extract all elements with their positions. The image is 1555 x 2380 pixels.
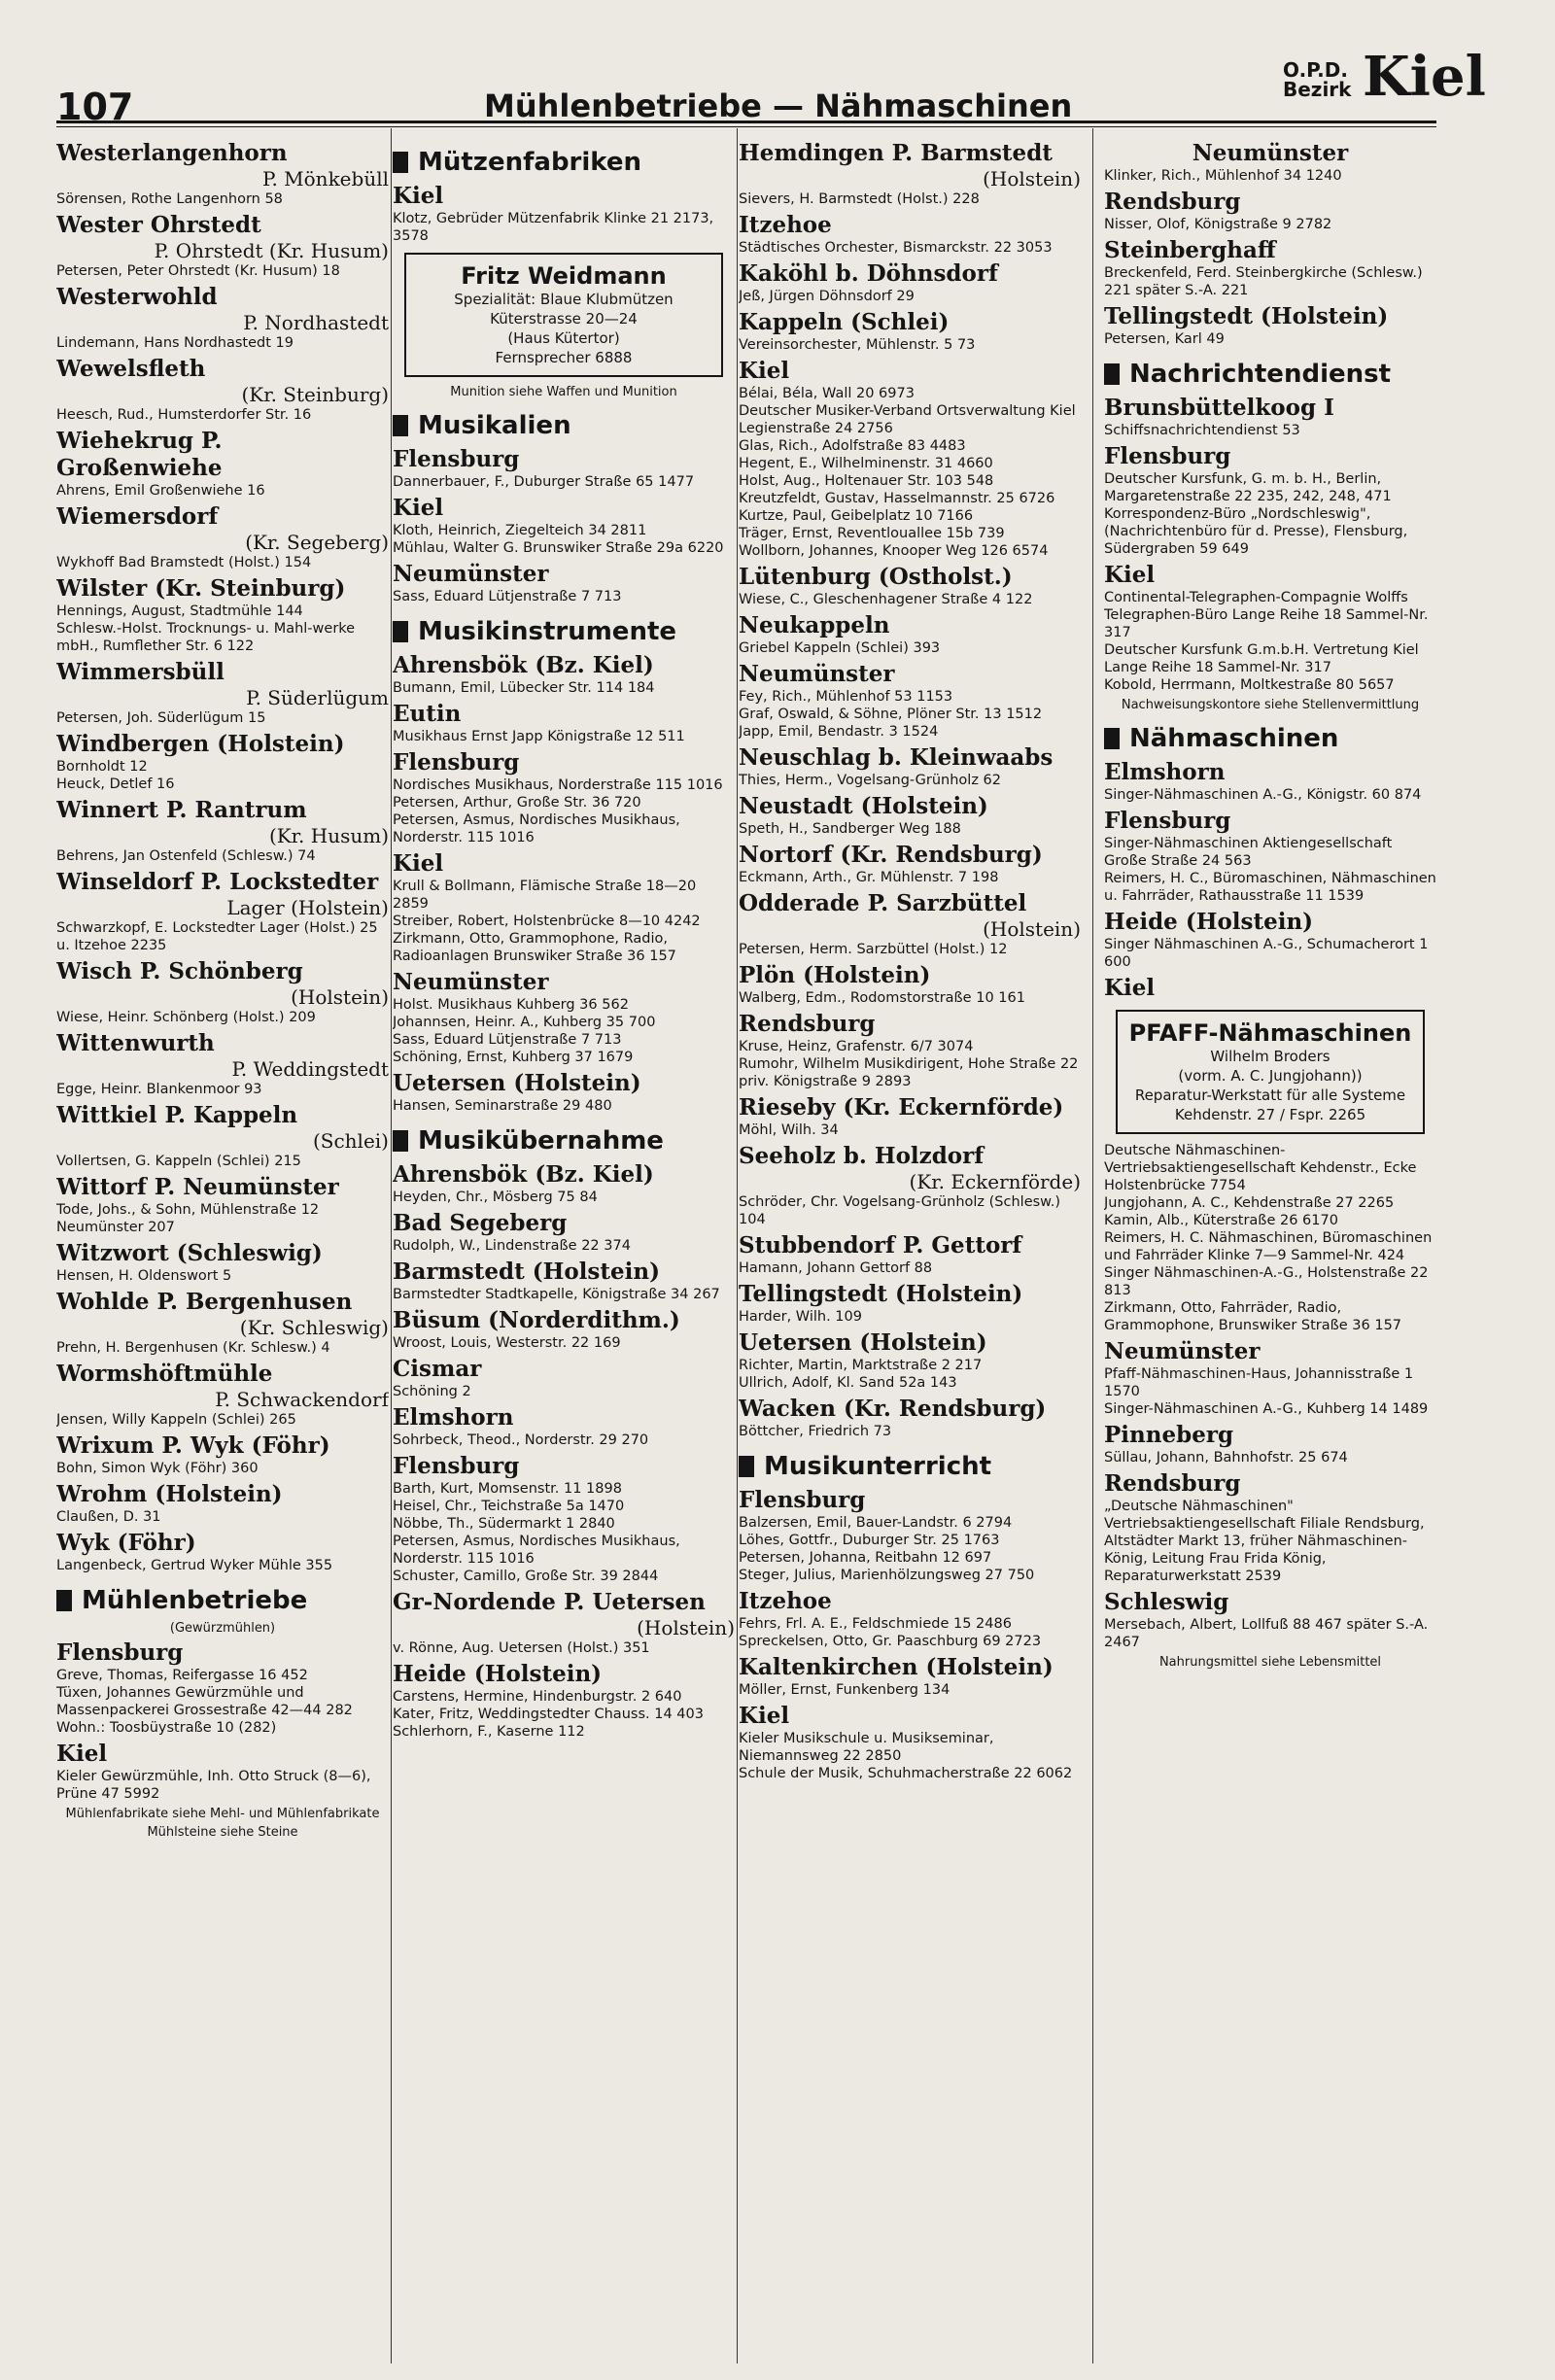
section-marker-icon [1104,363,1120,385]
place-heading: Wormshöftmühle [56,1361,273,1387]
place-heading: Wittkiel P. Kappeln [56,1102,298,1128]
place-heading: Wittorf P. Neumünster [56,1174,339,1200]
listing-entry: Heyden, Chr., Mösberg 75 84 [393,1190,598,1205]
place-heading: Wimmersbüll [56,659,225,685]
listing-entry: Jensen, Willy Kappeln (Schlei) 265 [56,1412,296,1428]
listing-entry: Lindemann, Hans Nordhastedt 19 [56,335,294,351]
listing-entry: Behrens, Jan Ostenfeld (Schlesw.) 74 [56,848,316,864]
section-heading [1104,360,1436,389]
listing-entry: Schuster, Camillo, Große Str. 39 2844 [393,1569,659,1584]
advertisement-title: Fritz Weidmann [461,262,667,290]
listing-entry: Speth, H., Sandberger Weg 188 [739,821,961,837]
place-heading: Seeholz b. Holzdorf [739,1143,985,1169]
place-heading: Neumünster [393,969,549,995]
section-marker-icon [393,621,408,642]
place-heading: Kaköhl b. Döhnsdorf [739,260,998,287]
advertisement-title: PFAFF-Nähmaschinen [1128,1019,1412,1047]
section-heading-text: Musikübernahme [418,1126,664,1156]
place-subheading: P. Weddingstedt [231,1057,389,1081]
listing-entry: Pfaff-Nähmaschinen-Haus, Johannisstraße 1 1570 [1104,1366,1414,1399]
cross-reference-note: Mühlsteine siehe Steine [147,1825,298,1840]
listing-entry: Continental-Telegraphen-Compagnie Wolffs Telegraphen-Büro Lange Reihe 18 Sammel-Nr. 317 [1104,590,1429,640]
listing-entry: Sievers, H. Barmstedt (Holst.) 228 [739,191,980,207]
listing-entry: Kloth, Heinrich, Ziegelteich 34 2811 [393,523,647,538]
place-heading: Wiemersdorf [56,503,219,530]
place-heading: Wrohm (Holstein) [56,1481,283,1507]
listing-entry: Glas, Rich., Adolfstraße 83 4483 [739,438,966,454]
place-heading: Hemdingen P. Barmstedt [739,140,1053,166]
place-subheading: (Schlei) [312,1129,389,1153]
listing-entry: Barmstedter Stadtkapelle, Königstraße 34 267 [393,1287,720,1302]
place-heading: Wiehekrug P. Großenwiehe [56,428,223,481]
listing-entry: Jeß, Jürgen Döhnsdorf 29 [739,289,915,304]
place-heading: Neukappeln [739,612,890,638]
place-heading: Flensburg [393,749,520,776]
place-subheading: (Holstein) [983,917,1081,941]
place-heading: Kiel [393,850,444,877]
column-divider [737,128,738,2363]
listing-entry: Klinker, Rich., Mühlenhof 34 1240 [1104,168,1342,184]
district-name: Kiel [1363,45,1486,109]
section-heading [393,148,735,177]
advertisement-line: Küterstrasse 20—24 [490,310,638,328]
advertisement-line: Reparatur-Werkstatt für alle Systeme [1134,1087,1406,1104]
listing-entry: Städtisches Orchester, Bismarckstr. 22 3053 [739,240,1053,256]
listing-entry: Petersen, Asmus, Nordisches Musikhaus, Norderstr. 115 1016 [393,812,680,845]
listing-entry: Kieler Musikschule u. Musikseminar, Niemannsweg 22 2850 [739,1731,994,1764]
place-heading: Elmshorn [1104,759,1226,785]
listing-entry: Griebel Kappeln (Schlei) 393 [739,640,941,656]
listing-entry: Wiese, C., Gleschenhagener Straße 4 122 [739,592,1033,607]
advertisement-line: Wilhelm Broders [1210,1048,1330,1065]
place-subheading: (Kr. Steinburg) [241,383,389,406]
listing-entry: Heisel, Chr., Teichstraße 5a 1470 [393,1499,625,1514]
page-title: Mühlenbetriebe — Nähmaschinen [484,87,1073,124]
section-heading [393,617,735,646]
cross-reference-note: Nachweisungskontore siehe Stellenvermittlung [1121,698,1420,712]
listing-entry: Walberg, Edm., Rodomstorstraße 10 161 [739,990,1025,1006]
listing-entry: Eckmann, Arth., Gr. Mühlenstr. 7 198 [739,870,999,885]
listing-entry: Singer-Nähmaschinen A.-G., Kuhberg 14 1489 [1104,1401,1429,1417]
place-heading: Wittenwurth [56,1030,215,1056]
listing-entry: Spreckelsen, Otto, Gr. Paaschburg 69 2723 [739,1634,1042,1649]
place-heading: Uetersen (Holstein) [393,1070,641,1096]
listing-entry: Schöning 2 [393,1384,471,1399]
listing-entry: Japp, Emil, Bendastr. 3 1524 [739,724,939,740]
listing-entry: Singer Nähmaschinen A.-G., Schumacherort 1 600 [1104,937,1429,970]
listing-entry: Löhes, Gottfr., Duburger Str. 25 1763 [739,1533,1000,1548]
listing-entry: Heuck, Detlef 16 [56,776,175,792]
cross-reference-note: Munition siehe Waffen und Munition [450,385,677,399]
place-subheading: (Holstein) [983,167,1081,190]
place-heading: Steinberghaff [1104,237,1276,263]
listing-entry: Klotz, Gebrüder Mützenfabrik Klinke 21 2173, 3578 [393,211,714,244]
place-heading: Cismar [393,1356,482,1382]
place-heading: Itzehoe [739,1588,832,1614]
opd-label: O.P.D. Bezirk [1283,58,1352,101]
listing-entry: Rudolph, W., Lindenstraße 22 374 [393,1238,631,1254]
place-heading: Wester Ohrstedt [56,212,261,238]
listing-entry: Reimers, H. C., Büromaschinen, Nähmaschinen u. Fahrräder, Rathausstraße 11 1539 [1104,871,1436,904]
place-heading: Westerwohld [56,284,218,310]
listing-entry: Petersen, Arthur, Große Str. 36 720 [393,795,641,811]
listing-entry: Petersen, Johanna, Reitbahn 12 697 [739,1550,992,1566]
listing-entry: Petersen, Karl 49 [1104,331,1225,347]
place-heading: Stubbendorf P. Gettorf [739,1232,1022,1259]
advertisement-box [404,253,723,377]
listing-entry: Deutsche Nähmaschinen-Vertriebsaktiengesellschaft Kehdenstr., Ecke Holstenbrücke 7754 [1104,1143,1417,1193]
cross-reference-note: Nahrungsmittel siehe Lebensmittel [1158,1655,1382,1670]
listing-entry: Kamin, Alb., Küterstraße 26 6170 [1104,1213,1338,1228]
place-heading: Kappeln (Schlei) [739,309,950,335]
listing-entry: Holst. Musikhaus Kuhberg 36 562 [393,997,629,1013]
listing-entry: Hensen, H. Oldenswort 5 [56,1268,232,1284]
listing-entry: Möhl, Wilh. 34 [739,1122,839,1138]
listing-entry: Sohrbeck, Theod., Norderstr. 29 270 [393,1432,649,1448]
place-heading: Kiel [56,1741,108,1767]
place-heading: Flensburg [1104,443,1231,469]
place-heading: Westerlangenhorn [56,140,288,166]
listing-entry: Schlesw.-Holst. Trocknungs- u. Mahl-werke mbH., Rumflether Str. 6 122 [56,621,356,654]
place-heading: Itzehoe [739,212,832,238]
place-subheading: Lager (Holstein) [226,896,389,919]
place-subheading: P. Ohrstedt (Kr. Husum) [154,239,389,262]
section-marker-icon [393,1130,408,1152]
listing-entry: Korrespondenz-Büro „Nordschleswig", (Nachrichtenbüro für d. Presse), Flensburg, Südergraben 59 649 [1104,506,1408,557]
listing-entry: Schöning, Ernst, Kuhberg 37 1679 [393,1050,634,1065]
listing-entry: Schule der Musik, Schuhmacherstraße 22 6062 [739,1766,1073,1781]
place-subheading: P. Schwackendorf [215,1388,389,1411]
listing-entry: Streiber, Robert, Holstenbrücke 8—10 4242 [393,914,701,929]
place-heading: Plön (Holstein) [739,962,931,988]
column-divider [1092,128,1093,2363]
listing-entry: Wroost, Louis, Westerstr. 22 169 [393,1335,621,1351]
listing-entry: Bornholdt 12 [56,759,148,775]
listing-entry: Zirkmann, Otto, Fahrräder, Radio, Grammophone, Brunswiker Straße 36 157 [1104,1300,1402,1333]
listing-entry: Vereinsorchester, Mühlenstr. 5 73 [739,337,976,353]
section-heading [393,411,735,440]
place-heading: Heide (Holstein) [1104,909,1314,935]
place-heading: Tellingstedt (Holstein) [739,1281,1023,1307]
place-heading: Ahrensbök (Bz. Kiel) [393,1161,654,1188]
place-heading: Odderade P. Sarzbüttel [739,890,1027,916]
listing-entry: Schiffsnachrichtendienst 53 [1104,423,1300,438]
place-subheading: P. Mönkebüll [262,167,389,190]
place-heading: Wilster (Kr. Steinburg) [56,575,346,602]
listing-entry: Nöbbe, Th., Südermarkt 1 2840 [393,1516,615,1532]
page-header [56,27,1486,128]
place-heading: Winnert P. Rantrum [56,797,307,823]
listing-entry: Ullrich, Adolf, Kl. Sand 52a 143 [739,1375,957,1391]
header-rule-thin [56,126,1436,127]
listing-entry: Tüxen, Johannes Gewürzmühle und Massenpackerei Grossestraße 42—44 282 Wohn.: Toosbüystraße 10 (282) [56,1685,353,1736]
listing-entry: Petersen, Peter Ohrstedt (Kr. Husum) 18 [56,263,340,279]
listing-entry: Jungjohann, A. C., Kehdenstraße 27 2265 [1104,1195,1395,1211]
place-heading: Wacken (Kr. Rendsburg) [739,1396,1047,1422]
column-1 [56,136,389,2362]
listing-entry: Deutscher Kursfunk G.m.b.H. Vertretung Kiel Lange Reihe 18 Sammel-Nr. 317 [1104,642,1419,675]
place-subheading: (Kr. Segeberg) [245,531,389,554]
section-heading-text: Mühlenbetriebe [82,1586,308,1615]
listing-entry: Kater, Fritz, Weddingstedter Chauss. 14 403 [393,1707,704,1722]
listing-entry: Wykhoff Bad Bramstedt (Holst.) 154 [56,555,312,570]
advertisement-line: Kehdenstr. 27 / Fspr. 2265 [1174,1106,1366,1123]
listing-entry: Kruse, Heinz, Grafenstr. 6/7 3074 [739,1039,974,1054]
listing-entry: Kreutzfeldt, Gustav, Hasselmannstr. 25 6726 [739,491,1055,506]
listing-entry: Prehn, H. Bergenhusen (Kr. Schlesw.) 4 [56,1340,330,1356]
place-heading: Elmshorn [393,1404,514,1431]
place-heading: Flensburg [1104,808,1231,834]
listing-entry: Bélai, Béla, Wall 20 6973 [739,386,915,401]
place-heading: Kiel [739,1703,790,1729]
column-divider [391,128,392,2363]
place-heading: Neustadt (Holstein) [739,793,988,819]
place-heading: Eutin [393,701,462,727]
listing-entry: Graf, Oswald, & Söhne, Plöner Str. 13 1512 [739,707,1043,722]
listing-entry: Fey, Rich., Mühlenhof 53 1153 [739,689,953,705]
place-heading: Rendsburg [739,1011,876,1037]
listing-entry: Carstens, Hermine, Hindenburgstr. 2 640 [393,1689,682,1705]
listing-entry: Holst, Aug., Holtenauer Str. 103 548 [739,473,994,489]
listing-entry: Reimers, H. C. Nähmaschinen, Büromaschinen und Fahrräder Klinke 7—9 Sammel-Nr. 424 [1104,1230,1433,1263]
place-heading: Kiel [393,183,444,209]
listing-entry: Sass, Eduard Lütjenstraße 7 713 [393,1032,622,1048]
listing-entry: Kurtze, Paul, Geibelplatz 10 7166 [739,508,974,524]
place-heading: Neumünster [1104,1338,1261,1364]
listing-entry: Hamann, Johann Gettorf 88 [739,1260,933,1276]
cross-reference-note: (Gewürzmühlen) [169,1621,276,1636]
listing-entry: Ahrens, Emil Großenwiehe 16 [56,483,265,499]
listing-entry: Harder, Wilh. 109 [739,1309,862,1325]
listing-entry: Nordisches Musikhaus, Norderstraße 115 1016 [393,777,723,793]
section-heading [1104,724,1436,753]
place-heading: Uetersen (Holstein) [739,1329,987,1356]
place-subheading: (Kr. Husum) [268,824,389,847]
listing-entry: Johannsen, Heinr. A., Kuhberg 35 700 [393,1015,656,1030]
listing-entry: Singer Nähmaschinen-A.-G., Holstenstraße 22 813 [1104,1265,1429,1298]
column-2 [393,136,735,2362]
listing-entry: Sass, Eduard Lütjenstraße 7 713 [393,589,622,604]
listing-entry: Deutscher Musiker-Verband Ortsverwaltung Kiel Legienstraße 24 2756 [739,403,1076,436]
advertisement-line: (Haus Kütertor) [507,329,620,347]
column-4 [1104,136,1436,2362]
place-heading: Neumünster [739,661,895,687]
listing-entry: Wiese, Heinr. Schönberg (Holst.) 209 [56,1010,316,1025]
place-heading: Brunsbüttelkoog I [1104,395,1334,421]
listing-entry: Wollborn, Johannes, Knooper Weg 126 6574 [739,543,1049,559]
listing-entry: Krull & Bollmann, Flämische Straße 18—20 2859 [393,879,697,912]
section-heading [393,1126,735,1156]
advertisement-line: Fernsprecher 6888 [495,349,633,366]
listing-entry: Mersebach, Albert, Lollfuß 88 467 später S.-A. 2467 [1104,1617,1429,1650]
place-heading: Neumünster [1192,140,1349,166]
listing-entry: Dannerbauer, F., Duburger Straße 65 1477 [393,474,695,490]
listing-entry: Fehrs, Frl. A. E., Feldschmiede 15 2486 [739,1616,1012,1632]
listing-entry: „Deutsche Nähmaschinen" Vertriebsaktiengesellschaft Filiale Rendsburg, Altstädter Markt 13, früher Nähmaschinen-König, Leitung Frau Frida König, Reparaturwerkstatt 2539 [1104,1499,1425,1584]
listing-entry: Hegent, E., Wilhelminenstr. 31 4660 [739,456,993,471]
place-heading: Flensburg [393,1453,520,1479]
place-heading: Rendsburg [1104,189,1241,215]
place-subheading: P. Nordhastedt [243,311,389,334]
place-heading: Kiel [1104,975,1156,1001]
section-heading-text: Musikinstrumente [418,617,677,646]
place-heading: Wisch P. Schönberg [56,958,303,984]
place-heading: Neumünster [393,561,549,587]
cross-reference-note: Mühlenfabrikate siehe Mehl- und Mühlenfabrikate [65,1807,380,1821]
listing-entry: Hansen, Seminarstraße 29 480 [393,1098,612,1114]
place-heading: Pinneberg [1104,1422,1234,1448]
listing-entry: Petersen, Asmus, Nordisches Musikhaus, Norderstr. 115 1016 [393,1534,680,1567]
advertisement-line: Spezialität: Blaue Klubmützen [454,291,674,308]
listing-entry: Deutscher Kursfunk, G. m. b. H., Berlin, Margaretenstraße 22 235, 242, 248, 471 [1104,471,1392,504]
place-heading: Lütenburg (Ostholst.) [739,564,1013,590]
listing-entry: Süllau, Johann, Bahnhofstr. 25 674 [1104,1450,1348,1466]
listing-entry: Greve, Thomas, Reifergasse 16 452 [56,1668,308,1683]
section-marker-icon [56,1590,72,1611]
place-heading: Barmstedt (Holstein) [393,1259,660,1285]
place-subheading: P. Süderlügum [246,686,389,709]
place-heading: Kiel [739,358,790,384]
listing-entry: Petersen, Joh. Süderlügum 15 [56,710,266,726]
listing-entry: Balzersen, Emil, Bauer-Landstr. 6 2794 [739,1515,1013,1531]
place-heading: Büsum (Norderdithm.) [393,1307,680,1333]
section-heading-text: Nähmaschinen [1129,724,1339,753]
place-heading: Rendsburg [1104,1470,1241,1497]
listing-entry: Möller, Ernst, Funkenberg 134 [739,1682,950,1698]
listing-entry: Singer-Nähmaschinen A.-G., Königstr. 60 874 [1104,787,1422,803]
listing-entry: Langenbeck, Gertrud Wyker Mühle 355 [56,1558,333,1573]
listing-entry: Mühlau, Walter G. Brunswiker Straße 29a 6220 [393,540,724,556]
listing-entry: v. Rönne, Aug. Uetersen (Holst.) 351 [393,1640,650,1656]
place-heading: Flensburg [739,1487,866,1513]
page-number: 107 [56,86,134,128]
section-marker-icon [739,1456,754,1477]
place-subheading: (Holstein) [291,985,389,1009]
place-heading: Gr-Nordende P. Uetersen [393,1589,706,1615]
listing-entry: Bohn, Simon Wyk (Föhr) 360 [56,1461,259,1476]
place-heading: Wewelsfleth [56,356,206,382]
place-heading: Rieseby (Kr. Eckernförde) [739,1094,1064,1121]
place-heading: Neuschlag b. Kleinwaabs [739,744,1054,771]
section-heading [739,1452,1081,1481]
listing-entry: Steger, Julius, Marienhölzungsweg 27 750 [739,1568,1035,1583]
section-marker-icon [1104,728,1120,749]
section-heading-text: Musikalien [418,411,571,440]
advertisement-line: (vorm. A. C. Jungjohann)) [1178,1067,1363,1085]
listing-entry: Kobold, Herrmann, Moltkestraße 80 5657 [1104,677,1395,693]
listing-entry: Rumohr, Wilhelm Musikdirigent, Hohe Straße 22 priv. Königstraße 9 2893 [739,1056,1079,1089]
place-heading: Kiel [1104,562,1156,588]
listing-entry: Nisser, Olof, Königstraße 9 2782 [1104,217,1332,232]
place-heading: Heide (Holstein) [393,1661,603,1687]
place-heading: Tellingstedt (Holstein) [1104,303,1389,329]
section-marker-icon [393,152,408,173]
place-heading: Wrixum P. Wyk (Föhr) [56,1432,330,1459]
listing-entry: Kieler Gewürzmühle, Inh. Otto Struck (8—6), Prüne 47 5992 [56,1769,371,1802]
place-heading: Kaltenkirchen (Holstein) [739,1654,1054,1680]
section-heading-text: Nachrichtendienst [1129,360,1392,389]
section-marker-icon [393,415,408,436]
advertisement-box [1116,1010,1425,1134]
listing-entry: Zirkmann, Otto, Grammophone, Radio, Radioanlagen Brunswiker Straße 36 157 [393,931,676,964]
section-heading-text: Mützenfabriken [418,148,642,177]
listing-entry: Schröder, Chr. Vogelsang-Grünholz (Schlesw.) 104 [739,1194,1060,1227]
listing-entry: Egge, Heinr. Blankenmoor 93 [56,1082,262,1097]
place-subheading: (Kr. Schleswig) [239,1316,389,1339]
listing-entry: Heesch, Rud., Humsterdorfer Str. 16 [56,407,312,423]
listing-entry: Schlerhorn, F., Kaserne 112 [393,1724,585,1740]
listing-entry: Richter, Martin, Marktstraße 2 217 [739,1358,983,1373]
place-heading: Winseldorf P. Lockstedter [56,869,379,895]
listing-entry: Hennings, August, Stadtmühle 144 [56,604,303,619]
section-heading [56,1586,389,1615]
place-heading: Flensburg [393,446,520,472]
place-subheading: (Kr. Eckernförde) [909,1170,1081,1193]
listing-entry: Schwarzkopf, E. Lockstedter Lager (Holst.) 25 u. Itzehoe 2235 [56,920,378,953]
place-heading: Witzwort (Schleswig) [56,1240,323,1266]
header-rule [56,121,1436,123]
listing-entry: Musikhaus Ernst Japp Königstraße 12 511 [393,729,685,744]
place-heading: Ahrensbök (Bz. Kiel) [393,652,654,678]
listing-entry: Bumann, Emil, Lübecker Str. 114 184 [393,680,655,696]
listing-entry: Claußen, D. 31 [56,1509,161,1525]
place-heading: Wohlde P. Bergenhusen [56,1289,353,1315]
place-subheading: (Holstein) [637,1616,735,1639]
listing-entry: Sörensen, Rothe Langenhorn 58 [56,191,283,207]
place-heading: Flensburg [56,1639,184,1666]
listing-entry: Petersen, Herm. Sarzbüttel (Holst.) 12 [739,942,1008,957]
listing-entry: Vollertsen, G. Kappeln (Schlei) 215 [56,1154,301,1169]
listing-entry: Breckenfeld, Ferd. Steinbergkirche (Schlesw.) 221 später S.-A. 221 [1104,265,1423,298]
place-heading: Nortorf (Kr. Rendsburg) [739,842,1043,868]
place-heading: Wyk (Föhr) [56,1530,196,1556]
listing-entry: Thies, Herm., Vogelsang-Grünholz 62 [739,773,1002,788]
place-heading: Kiel [393,495,444,521]
listing-entry: Singer-Nähmaschinen Aktiengesellschaft Große Straße 24 563 [1104,836,1393,869]
place-heading: Bad Segeberg [393,1210,568,1236]
listing-entry: Tode, Johs., & Sohn, Mühlenstraße 12 Neumünster 207 [56,1202,320,1235]
place-heading: Windbergen (Holstein) [56,731,345,757]
section-heading-text: Musikunterricht [764,1452,992,1481]
listing-entry: Barth, Kurt, Momsenstr. 11 1898 [393,1481,622,1497]
place-heading: Schleswig [1104,1589,1229,1615]
listing-entry: Böttcher, Friedrich 73 [739,1424,892,1439]
column-3 [739,136,1081,2362]
listing-entry: Träger, Ernst, Reventlouallee 15b 739 [739,526,1005,541]
